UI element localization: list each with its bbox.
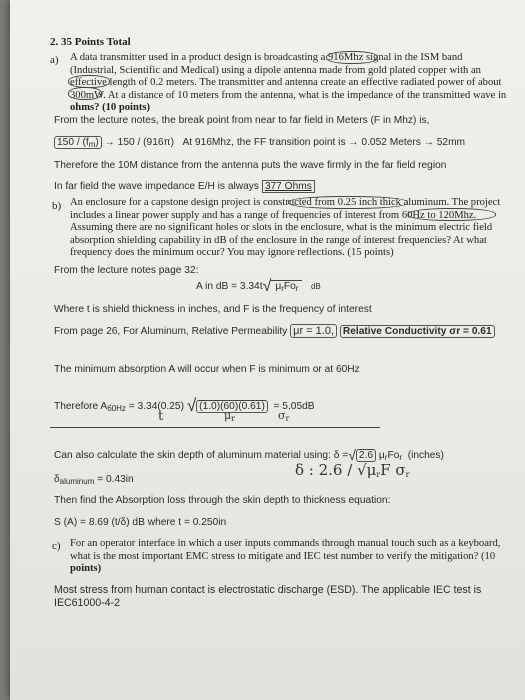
part-c-label: c) bbox=[52, 540, 61, 552]
part-c-answer-line: Most stress from human contact is electrostatic discharge (ESD). The applicable IEC test is bbox=[54, 584, 482, 596]
part-b-question-line: frequency does the minimum occur? You may ignore reflections. (15 points) bbox=[70, 247, 394, 258]
part-a-question-line: 300mW. At a distance of 10 meters from the antenna, what is the impedance of the transmitted wave in bbox=[70, 89, 507, 101]
breakpoint-expression: $150 / (f_m)$ bbox=[54, 136, 102, 149]
breakpoint-formula bbox=[54, 137, 465, 149]
part-b-question bbox=[70, 197, 510, 260]
impedance-answer: 377 Ohms bbox=[262, 180, 315, 193]
document-page bbox=[10, 0, 525, 700]
absorption-calc: Therefore $A_{60Hz} = 3.34(0.25)$ √ (1.0)(60)(0.61) = 5.05dB bbox=[54, 396, 315, 415]
absorption-formula: A in dB = 3.34t√ $\mu_rFo_r$ dB bbox=[196, 278, 321, 295]
part-a-answer-line: Therefore the 10M distance from the antenna puts the wave firmly in the far field region bbox=[54, 160, 447, 171]
breakpoint-statement: At 916Mhz, the FF transition point is bbox=[182, 137, 346, 148]
part-c-question-line: For an operator interface in which a user inputs commands through manual touch such as a keyboard, bbox=[70, 538, 501, 549]
part-c-question-line: points) bbox=[70, 563, 102, 574]
hand-circle bbox=[408, 208, 496, 221]
skin-depth-result: $\delta_{aluminum} = 0.43in$ bbox=[54, 474, 134, 486]
part-b-question-line: absorption shielding capability in dB of the enclosure in the range of interest frequencies? At what bbox=[70, 234, 487, 246]
part-a-question bbox=[70, 52, 510, 115]
part-b-label: b) bbox=[52, 200, 62, 212]
part-c-answer-line: IEC61000-4-2 bbox=[54, 597, 120, 609]
part-a-label: a) bbox=[50, 54, 59, 66]
problem-title: 2. 35 Points Total bbox=[50, 36, 131, 48]
part-b-question-line: Assuming there are no significant holes or slots in the enclosure, what is the minimum electric field bbox=[70, 222, 493, 233]
skin-depth-line: Can also calculate the skin depth of aluminum material using: δ =√ 2.6 $\mu_rFo_r$ (inches) bbox=[54, 447, 444, 463]
hand-circle bbox=[288, 196, 408, 209]
hand-note-mu: $\mu_r$ bbox=[224, 409, 235, 423]
permeability-value: μr = 1.0, bbox=[290, 324, 337, 338]
minimum-line: The minimum absorption A will occur when F is minimum or at 60Hz bbox=[54, 364, 360, 375]
hand-skin-depth: δ : $2.6 / √\mu_rF$ $\sigma_r$ bbox=[295, 461, 410, 479]
part-b-question-line: includes a linear power supply and has a range of frequencies of interest from 60Hz to 120Mhz. bbox=[70, 209, 477, 221]
material-properties: From page 26, For Aluminum, Relative Permeability μr = 1.0, Relative Conductivity σr = 0.61 bbox=[54, 325, 495, 338]
part-a-answer-line: In far field the wave impedance E/H is always 377 Ohms bbox=[54, 181, 315, 193]
hand-note-sigma: $\sigma_r$ bbox=[278, 409, 290, 423]
breakpoint-mm: → 52mm bbox=[423, 137, 466, 148]
part-c-question-line: what is the most important EMC stress to mitigate and IEC test number to verify the mitigation? (10 bbox=[70, 550, 496, 562]
section-divider bbox=[50, 427, 380, 428]
hand-circle bbox=[68, 75, 110, 88]
part-a-question-line: (Industrial, Scientific and Medical) using a dipole antenna made from gold plated copper with an bbox=[70, 64, 481, 76]
conductivity-value: Relative Conductivity σr = 0.61 bbox=[340, 325, 495, 338]
s-equation-line: S (A) = 8.69 (t/δ) dB where t = 0.250in bbox=[54, 517, 227, 528]
hand-circle bbox=[326, 51, 378, 64]
part-a-question-line: ohms? (10 points) bbox=[70, 102, 151, 113]
where-line: Where t is shield thickness in inches, and F is the frequency of interest bbox=[54, 304, 372, 315]
breakpoint-meters: → 0.052 Meters bbox=[348, 137, 421, 148]
part-c-question bbox=[70, 538, 510, 576]
absorption-loss-line: Then find the Absorption loss through the skin depth to thickness equation: bbox=[54, 495, 391, 506]
part-b-question-line: An enclosure for a capstone design project is constructed from 0.25 inch thick aluminum. The project bbox=[70, 197, 501, 208]
part-a-answer-line: From the lecture notes, the break point from near to far field in Meters (F in Mhz) is, bbox=[54, 115, 430, 126]
notes-reference: From the lecture notes page 32: bbox=[54, 265, 199, 276]
hand-note-t: t bbox=[158, 409, 164, 424]
hand-circle bbox=[68, 87, 102, 100]
part-a-question-line: effective length of 0.2 meters. The transmitter and antenna create an effective radiated power of about bbox=[70, 77, 502, 88]
breakpoint-arrow: → 150 / (916π) bbox=[104, 137, 174, 148]
part-a-question-line: A data transmitter used in a product design is broadcasting a 916Mhz signal in the ISM band bbox=[70, 52, 463, 63]
